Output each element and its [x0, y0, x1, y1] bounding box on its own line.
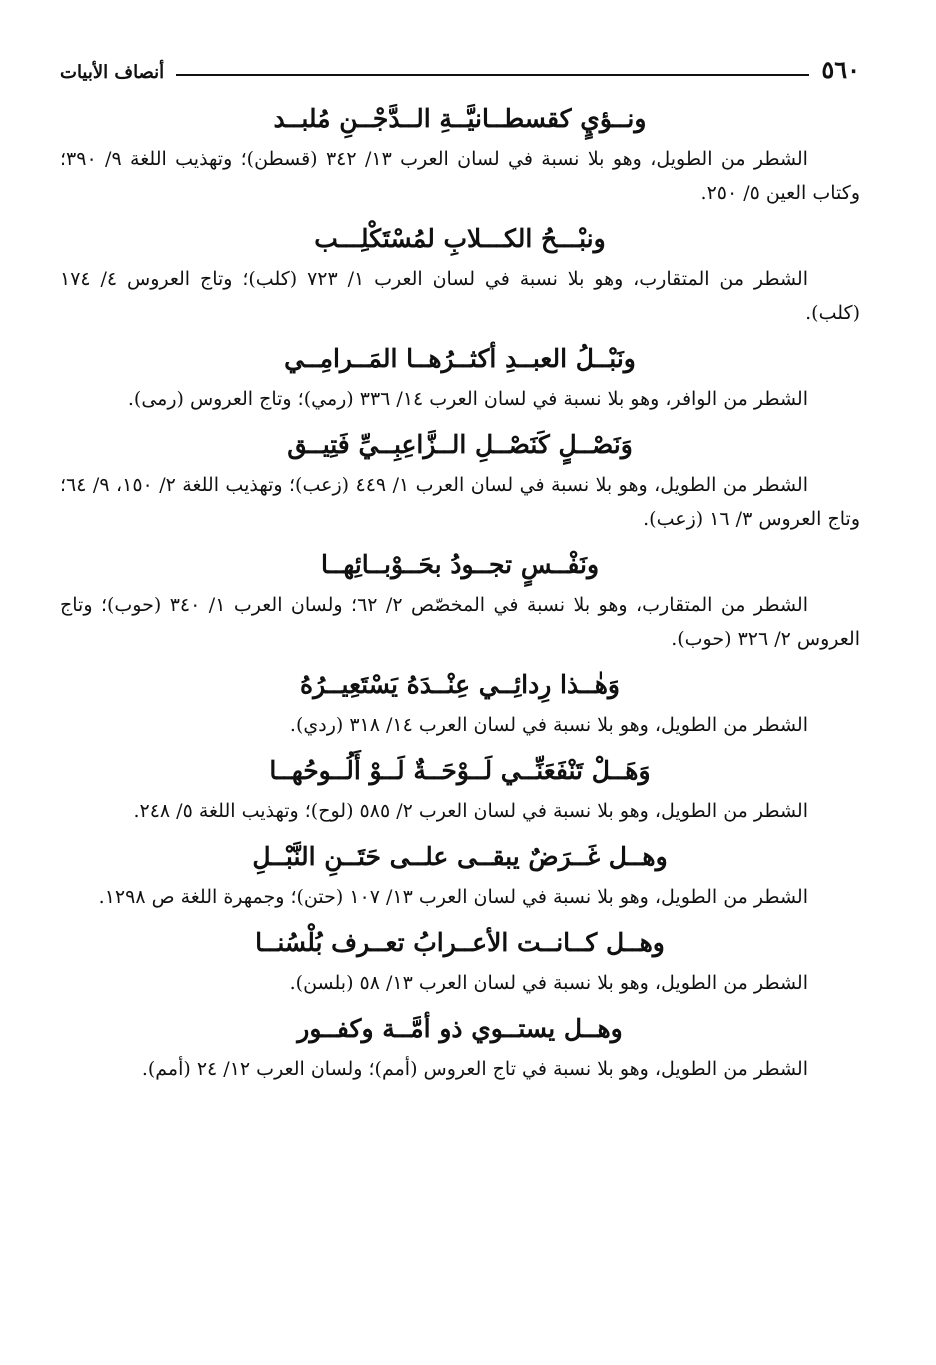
entry	[60, 834, 860, 914]
verse-note: الشطر من المتقارب، وهو بلا نسبة في لسان العرب ١/ ٧٢٣ (كلب)؛ وتاج العروس ٤/ ١٧٤ (كلب).	[60, 268, 860, 324]
entry	[60, 1006, 860, 1086]
page-header	[60, 48, 860, 82]
verse-note: الشطر من الطويل، وهو بلا نسبة في تاج العروس (أمم)؛ ولسان العرب ١٢/ ٢٤ (أمم).	[141, 1058, 808, 1080]
entry	[60, 216, 860, 330]
running-title: أنصاف الأبيات	[60, 62, 165, 83]
verse-note: الشطر من الطويل، وهو بلا نسبة في لسان العرب ٢/ ٥٨٥ (لوح)؛ وتهذيب اللغة ٥/ ٢٤٨.	[133, 800, 808, 822]
verse-line: وَهَــلْ تَنْفَعَنِّــي لَــوْحَــةٌ لَــوْ أَلُــوحُهــا	[269, 756, 651, 785]
verse-line: وَهٰــذا رِدائِــي عِنْــدَهُ يَسْتَعِيــرُهُ	[300, 670, 620, 699]
entry	[60, 662, 860, 742]
verse-note: الشطر من الطويل، وهو بلا نسبة في لسان العرب ١/ ٤٤٩ (زعب)؛ وتهذيب اللغة ٢/ ١٥٠، ٩/ ٦٤؛ وتاج العروس ٣/ ١٦ (زعب).	[60, 474, 860, 530]
verse-note: الشطر من الطويل، وهو بلا نسبة في لسان العرب ١٣/ ٣٤٢ (قسطن)؛ وتهذيب اللغة ٩/ ٣٩٠؛ وكتاب العين ٥/ ٢٥٠.	[60, 148, 860, 204]
book-page	[60, 48, 860, 1092]
header-rule	[176, 74, 809, 76]
verse-note: الشطر من الوافر، وهو بلا نسبة في لسان العرب ١٤/ ٣٣٦ (رمي)؛ وتاج العروس (رمى).	[127, 388, 808, 410]
entry	[60, 96, 860, 210]
verse-line: ونَفْــسٍ تجــودُ بحَــوْبــائِهــا	[320, 550, 600, 579]
entries-list	[60, 96, 860, 1086]
verse-note: الشطر من الطويل، وهو بلا نسبة في لسان العرب ١٤/ ٣١٨ (ردي).	[289, 714, 808, 736]
page-number: ٥٦٠	[821, 55, 860, 84]
verse-note: الشطر من المتقارب، وهو بلا نسبة في المخصّص ٢/ ٦٢؛ ولسان العرب ١/ ٣٤٠ (حوب)؛ وتاج العروس ٢/ ٣٢٦ (حوب).	[60, 594, 860, 650]
verse-line: وهــل كــانــت الأعــرابُ تعــرف بُلْسُنــا	[255, 928, 665, 957]
entry	[60, 748, 860, 828]
verse-line: ونَبْــلُ العبــدِ أكثــرُهــا المَــرامِــي	[284, 344, 636, 373]
verse-line: ونــؤيٍ كقسطــانيَّــةِ الــدَّجْــنِ مُلبــد	[273, 104, 647, 133]
entry	[60, 336, 860, 416]
entry	[60, 542, 860, 656]
verse-line: وهــل يستــوي ذو أمَّــة وكفــور	[297, 1014, 623, 1043]
verse-line: ونبْـــحُ الكـــلابِ لمُسْتَكْلِـــب	[314, 224, 606, 253]
verse-note: الشطر من الطويل، وهو بلا نسبة في لسان العرب ١٣/ ١٠٧ (حتن)؛ وجمهرة اللغة ص ١٢٩٨.	[98, 886, 808, 908]
verse-note: الشطر من الطويل، وهو بلا نسبة في لسان العرب ١٣/ ٥٨ (بلسن).	[289, 972, 808, 994]
entry	[60, 422, 860, 536]
verse-line: وهــل غَــرَضٌ يبقــى علــى حَتَــنِ النَّبْــلِ	[252, 842, 668, 871]
verse-line: وَنَصْــلٍ كَنَصْــلِ الــزَّاعِبِــيِّ فَتِيــق	[287, 430, 633, 459]
entry	[60, 920, 860, 1000]
